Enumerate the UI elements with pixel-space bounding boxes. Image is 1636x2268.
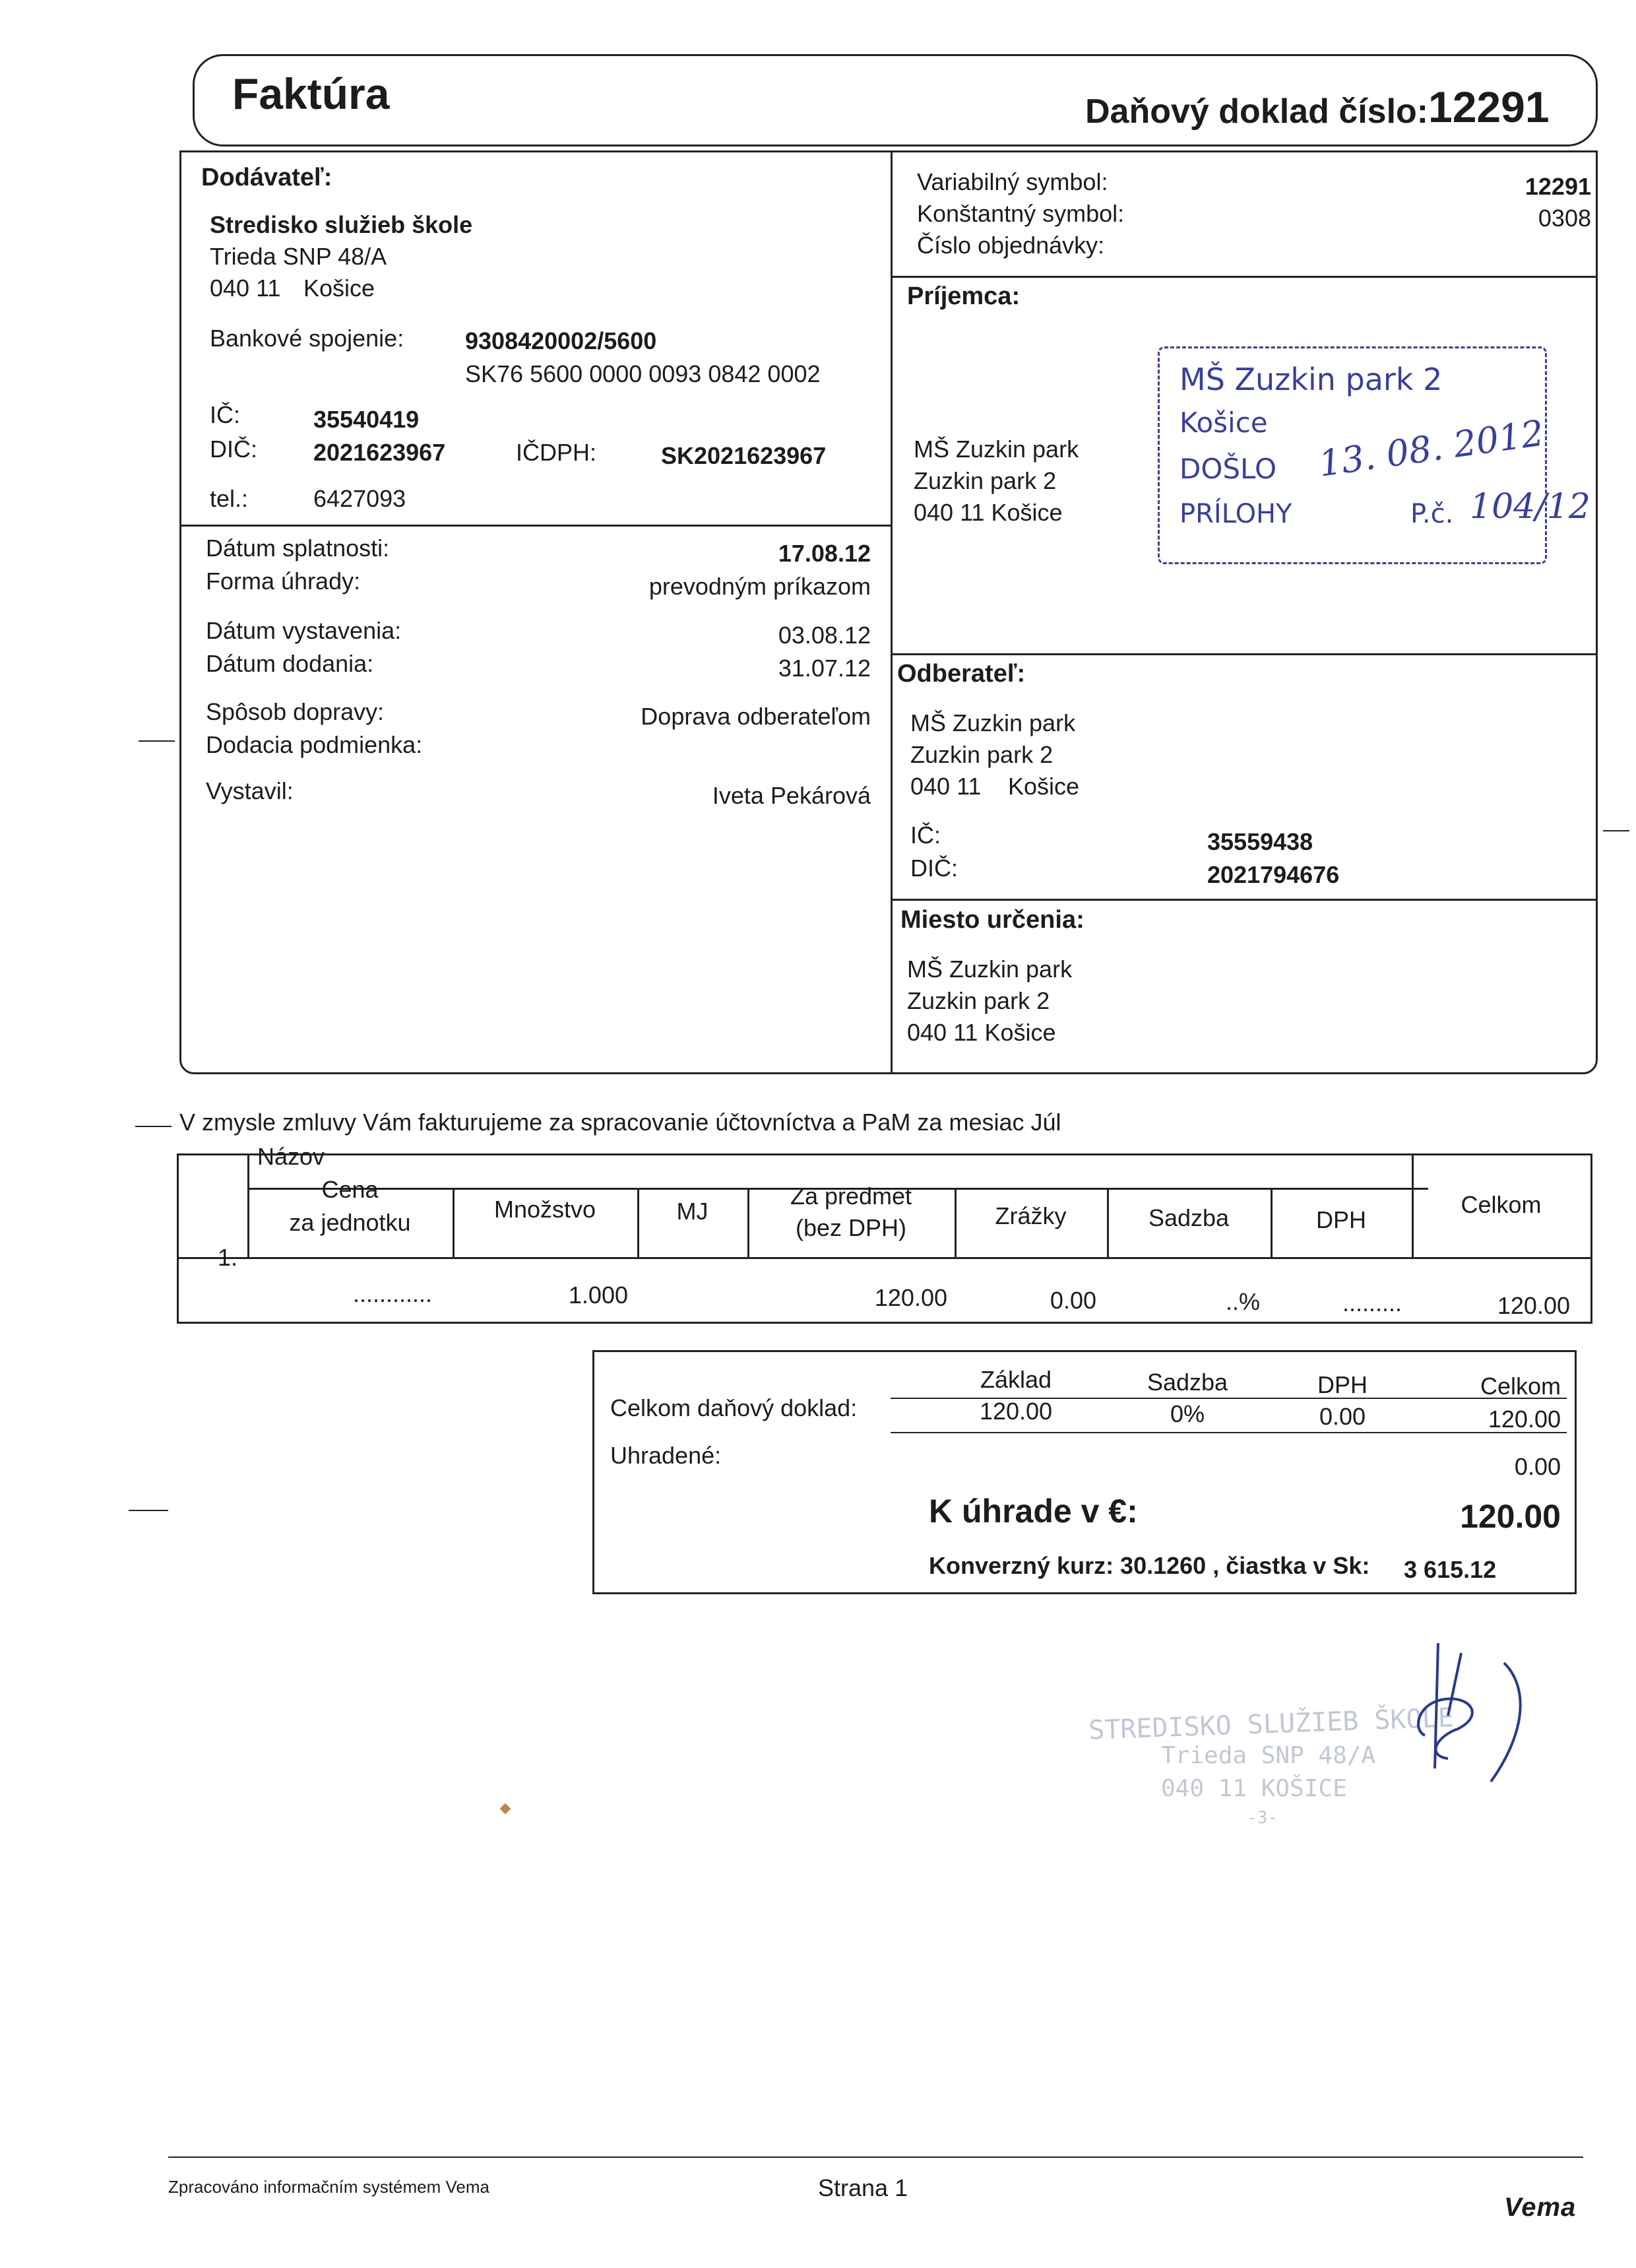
destination-city: 040 11 Košice — [907, 1019, 1056, 1046]
column-divider — [891, 150, 893, 1074]
summary-col-total: Celkom — [1480, 1373, 1561, 1400]
col-header-total: Celkom — [1461, 1191, 1542, 1218]
recipient-city: 040 11 Košice — [914, 499, 1063, 526]
due-date: 17.08.12 — [778, 540, 871, 567]
margin-mark — [139, 740, 175, 742]
supplier-dic: 2021623967 — [313, 439, 446, 466]
paid-amount: 0.00 — [1514, 1453, 1561, 1480]
col-header-unit-price-2: za jednotku — [289, 1209, 411, 1236]
issue-date: 03.08.12 — [778, 622, 871, 649]
summary-base: 120.00 — [979, 1398, 1053, 1425]
margin-mark — [135, 1126, 172, 1127]
supplier-heading: Dodávateľ: — [201, 164, 332, 191]
vema-logo: Vema — [1504, 2193, 1577, 2222]
customer-street: Zuzkin park 2 — [910, 741, 1054, 768]
supplier-ico-label: IČ: — [210, 401, 241, 428]
customer-city: Košice — [1008, 773, 1080, 800]
doc-number-label: Daňový doklad číslo: — [1085, 92, 1429, 131]
col-header-net-2: (bez DPH) — [795, 1214, 907, 1241]
payment-method: prevodným príkazom — [648, 573, 871, 600]
section-divider — [891, 276, 1598, 278]
supplier-name: Stredisko služieb škole — [210, 211, 473, 238]
section-divider — [891, 653, 1598, 655]
customer-ico-label: IČ: — [910, 822, 941, 849]
customer-heading: Odberateľ: — [897, 660, 1026, 688]
company-stamp-line1: STREDISKO SLUŽIEB ŠKOLE — [1088, 1702, 1455, 1746]
col-header-unit-price: Cena — [321, 1176, 379, 1203]
margin-mark — [1603, 830, 1629, 831]
col-header-quantity: Množstvo — [493, 1196, 596, 1223]
destination-name: MŠ Zuzkin park — [907, 956, 1073, 983]
issue-date-label: Dátum vystavenia: — [206, 617, 402, 644]
col-header-rate: Sadzba — [1148, 1204, 1230, 1231]
row-vat: ......... — [1342, 1289, 1402, 1316]
recipient-name: MŠ Zuzkin park — [914, 436, 1079, 463]
row-net: 120.00 — [874, 1284, 947, 1311]
transport-label: Spôsob dopravy: — [206, 698, 385, 725]
constant-symbol-label: Konštantný symbol: — [917, 200, 1125, 227]
customer-zip: 040 11 — [910, 773, 982, 800]
speck — [500, 1803, 511, 1815]
table-rule — [247, 1153, 249, 1257]
stamp-date: 13. 08. 2012 — [1316, 412, 1547, 485]
col-header-unit: MJ — [676, 1198, 708, 1225]
customer-dic: 2021794676 — [1207, 861, 1340, 888]
bank-iban: SK76 5600 0000 0093 0842 0002 — [465, 360, 821, 387]
constant-symbol: 0308 — [1538, 205, 1591, 232]
amount-due-label: K úhrade v €: — [929, 1493, 1138, 1530]
footer-rule — [168, 2156, 1583, 2158]
supplier-dic-label: DIČ: — [210, 436, 257, 463]
col-header-net: Za predmet — [790, 1183, 912, 1210]
delivery-date: 31.07.12 — [778, 655, 871, 682]
stamp-line2: Košice — [1180, 406, 1268, 439]
bank-account: 9308420002/5600 — [465, 327, 657, 354]
company-stamp-line3: 040 11 KOŠICE — [1161, 1775, 1347, 1802]
delivery-date-label: Dátum dodania: — [206, 650, 374, 677]
invoice-main-frame — [179, 150, 1598, 1074]
supplier-icdph-label: IČDPH: — [516, 439, 597, 466]
variable-symbol: 12291 — [1525, 173, 1591, 200]
paid-label: Uhradené: — [610, 1442, 722, 1469]
order-number-label: Číslo objednávky: — [917, 232, 1105, 259]
stamp-line3: DOŠLO — [1180, 453, 1277, 485]
recipient-heading: Príjemca: — [907, 282, 1021, 310]
row-deductions: 0.00 — [1050, 1287, 1096, 1314]
variable-symbol-label: Variabilný symbol: — [917, 168, 1108, 195]
table-rule — [177, 1257, 1592, 1259]
company-stamp-line4: -3- — [1247, 1808, 1278, 1828]
invoice-title: Faktúra — [232, 69, 390, 118]
table-rule — [177, 1153, 179, 1324]
conversion-amount: 3 615.12 — [1404, 1556, 1497, 1583]
row-quantity: 1.000 — [568, 1281, 628, 1309]
stamp-line4: PRÍLOHY — [1180, 499, 1292, 529]
table-rule — [1590, 1153, 1592, 1324]
signature — [1399, 1636, 1530, 1795]
table-rule — [177, 1322, 1592, 1324]
issuer: Iveta Pekárová — [712, 782, 871, 809]
section-divider — [891, 899, 1598, 901]
row-number: 1. — [218, 1244, 238, 1271]
customer-name: MŠ Zuzkin park — [910, 709, 1076, 736]
doc-number: 12291 — [1428, 82, 1550, 131]
section-divider — [179, 525, 892, 527]
col-header-deductions: Zrážky — [995, 1202, 1067, 1229]
customer-ico: 35559438 — [1207, 828, 1313, 855]
page-number: Strana 1 — [818, 2174, 908, 2201]
bank-label: Bankové spojenie: — [210, 325, 404, 352]
received-stamp — [1158, 346, 1590, 564]
conversion-text: Konverzný kurz: 30.1260 , čiastka v Sk: — [929, 1552, 1370, 1579]
supplier-ico: 35540419 — [313, 406, 420, 433]
summary-total: 120.00 — [1488, 1406, 1561, 1433]
issuer-label: Vystavil: — [206, 777, 294, 804]
summary-col-base: Základ — [980, 1366, 1052, 1393]
row-unit-price: ............ — [353, 1280, 433, 1307]
summary-rate: 0% — [1170, 1400, 1205, 1427]
destination-heading: Miesto určenia: — [900, 906, 1085, 934]
summary-col-rate: Sadzba — [1147, 1369, 1228, 1396]
margin-mark — [129, 1510, 168, 1511]
supplier-tel: 6427093 — [313, 485, 406, 512]
transport: Doprava odberateľom — [641, 703, 871, 730]
recipient-street: Zuzkin park 2 — [914, 467, 1057, 494]
summary-col-vat: DPH — [1317, 1371, 1368, 1398]
supplier-tel-label: tel.: — [210, 485, 249, 512]
summary-total-label: Celkom daňový doklad: — [610, 1394, 858, 1421]
supplier-zip: 040 11 — [210, 275, 281, 302]
amount-due: 120.00 — [1460, 1498, 1561, 1535]
payment-method-label: Forma úhrady: — [206, 567, 361, 595]
col-header-vat: DPH — [1315, 1206, 1366, 1233]
row-total: 120.00 — [1497, 1292, 1570, 1319]
supplier-street: Trieda SNP 48/A — [210, 243, 387, 270]
stamp-pc-label: P.č. — [1410, 499, 1454, 529]
summary-vat: 0.00 — [1319, 1403, 1366, 1430]
delivery-terms-label: Dodacia podmienka: — [206, 731, 423, 758]
stamp-line1: MŠ Zuzkin park 2 — [1180, 362, 1443, 397]
customer-dic-label: DIČ: — [910, 855, 958, 882]
table-rule — [177, 1153, 1592, 1155]
due-date-label: Dátum splatnosti: — [206, 535, 390, 562]
footer-left-text: Zpracováno informačním systémem Vema — [168, 2177, 489, 2197]
company-stamp-line2: Trieda SNP 48/A — [1161, 1742, 1376, 1769]
supplier-city: Košice — [303, 275, 375, 302]
row-rate: ..% — [1225, 1288, 1260, 1315]
col-header-name: Názov — [257, 1143, 325, 1170]
supplier-icdph: SK2021623967 — [661, 442, 827, 469]
stamp-pc-value: 104/12 — [1470, 487, 1590, 527]
destination-street: Zuzkin park 2 — [907, 987, 1050, 1014]
intro-text: V zmysle zmluvy Vám fakturujeme za spracovanie účtovníctva a PaM za mesiac Júl — [179, 1109, 1061, 1136]
